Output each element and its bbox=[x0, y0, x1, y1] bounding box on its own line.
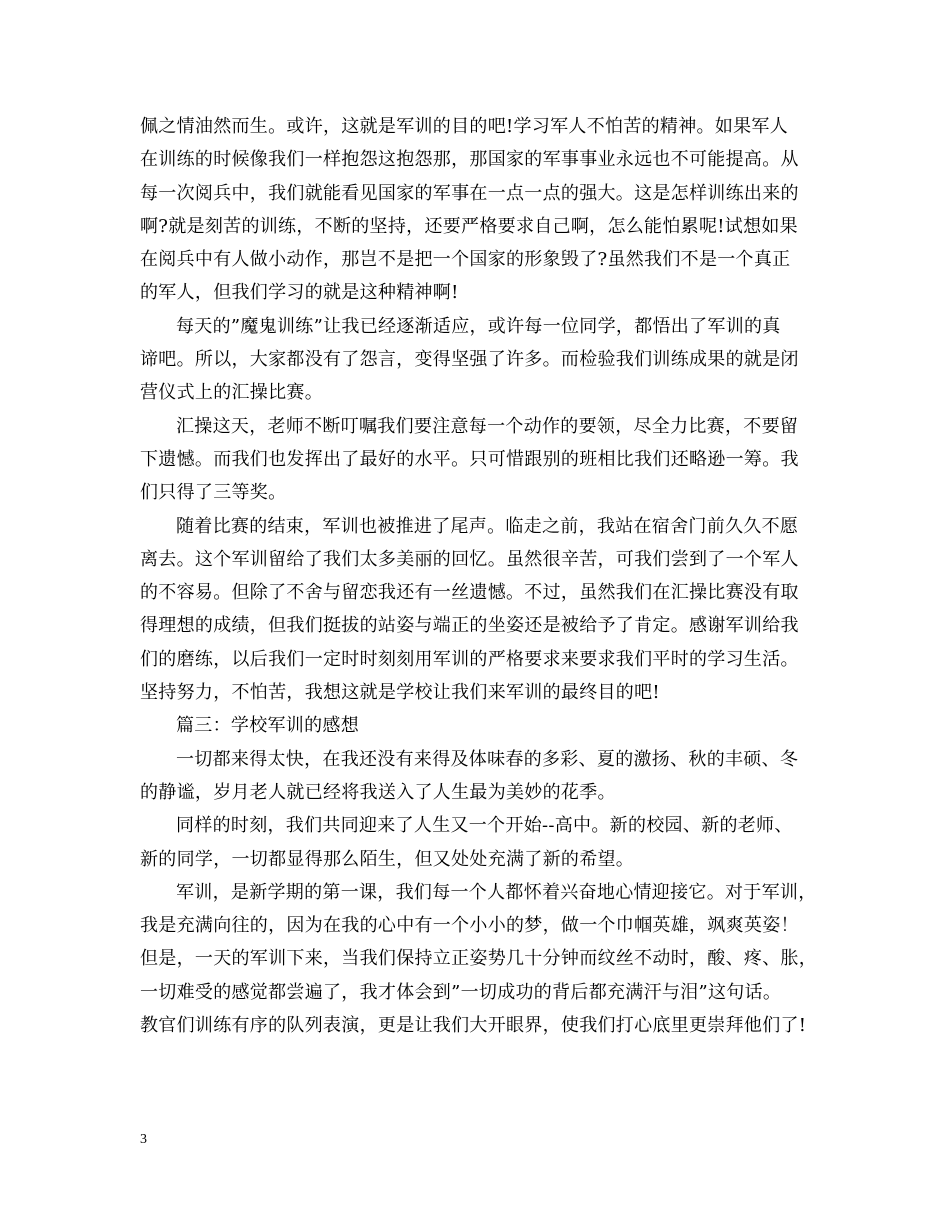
text-line: 在阅兵中有人做小动作，那岂不是把一个国家的形象毁了?虽然我们不是一个真正 bbox=[140, 249, 791, 271]
page-number: 3 bbox=[140, 1132, 147, 1147]
text-line: 佩之情油然而生。或许，这就是军训的目的吧!学习军人不怕苦的精神。如果军人 bbox=[140, 116, 789, 137]
text-line: 新的同学，一切都显得那么陌生，但又处处充满了新的希望。 bbox=[140, 848, 635, 870]
text-line: 营仪式上的汇操比赛。 bbox=[140, 382, 323, 404]
text-line: 一切都来得太快，在我还没有来得及体味春的多彩、夏的激扬、秋的丰硕、冬 bbox=[176, 748, 799, 770]
text-line: 一切难受的感觉都尝遍了，我才体会到”一切成功的背后都充满汗与泪”这句话。 bbox=[140, 981, 782, 1003]
text-line: 但是，一天的军训下来，当我们保持立正姿势几十分钟而纹丝不动时，酸、疼、胀， bbox=[140, 948, 818, 970]
document-body bbox=[140, 110, 820, 1042]
text-line: 们只得了三等奖。 bbox=[140, 482, 287, 504]
text-line: 汇操这天，老师不断叮嘱我们要注意每一个动作的要领，尽全力比赛，不要留 bbox=[176, 415, 799, 437]
text-line: 每一次阅兵中，我们就能看见国家的军事在一点一点的强大。这是怎样训练出来的 bbox=[140, 182, 799, 204]
text-line: 的军人，但我们学习的就是这种精神啊! bbox=[140, 282, 459, 304]
text-line: 每天的”魔鬼训练”让我已经逐渐适应，或许每一位同学，都悟出了军训的真 bbox=[176, 315, 781, 337]
text-line: 们的磨练，以后我们一定时时刻刻用军训的严格要求来要求我们平时的学习生活。 bbox=[140, 648, 799, 670]
text-line: 的静谧，岁月老人就已经将我送入了人生最为美妙的花季。 bbox=[140, 781, 616, 803]
text-line: 篇三：学校军训的感想 bbox=[176, 715, 359, 737]
text-line: 同样的时刻，我们共同迎来了人生又一个开始--高中。新的校园、新的老师、 bbox=[176, 815, 793, 837]
text-line: 坚持努力，不怕苦，我想这就是学校让我们来军训的最终目的吧! bbox=[140, 682, 660, 704]
text-line: 教官们训练有序的队列表演，更是让我们大开眼界，使我们打心底里更崇拜他们了! bbox=[140, 1015, 807, 1037]
text-line: 离去。这个军训留给了我们太多美丽的回忆。虽然很辛苦，可我们尝到了一个军人 bbox=[140, 548, 799, 570]
text-line: 我是充满向往的，因为在我的心中有一个小小的梦，做一个巾帼英雄，飒爽英姿！ bbox=[140, 915, 799, 937]
text-line: 啊?就是刻苦的训练，不断的坚持，还要严格要求自己啊，怎么能怕累呢!试想如果 bbox=[140, 215, 798, 237]
text-line: 在训练的时候像我们一样抱怨这抱怨那，那国家的军事事业永远也不可能提高。从 bbox=[140, 149, 799, 171]
text-line: 下遗憾。而我们也发挥出了最好的水平。只可惜跟别的班相比我们还略逊一筹。我 bbox=[140, 448, 799, 470]
text-line: 随着比赛的结束，军训也被推进了尾声。临走之前，我站在宿舍门前久久不愿 bbox=[176, 515, 799, 537]
text-line: 的不容易。但除了不舍与留恋我还有一丝遗憾。不过，虽然我们在汇操比赛没有取 bbox=[140, 582, 799, 604]
text-line: 谛吧。所以，大家都没有了怨言，变得坚强了许多。而检验我们训练成果的就是闭 bbox=[140, 349, 799, 371]
text-line: 得理想的成绩，但我们挺拔的站姿与端正的坐姿还是被给予了肯定。感谢军训给我 bbox=[140, 615, 799, 637]
text-line: 军训，是新学期的第一课，我们每一个人都怀着兴奋地心情迎接它。对于军训， bbox=[176, 881, 817, 903]
